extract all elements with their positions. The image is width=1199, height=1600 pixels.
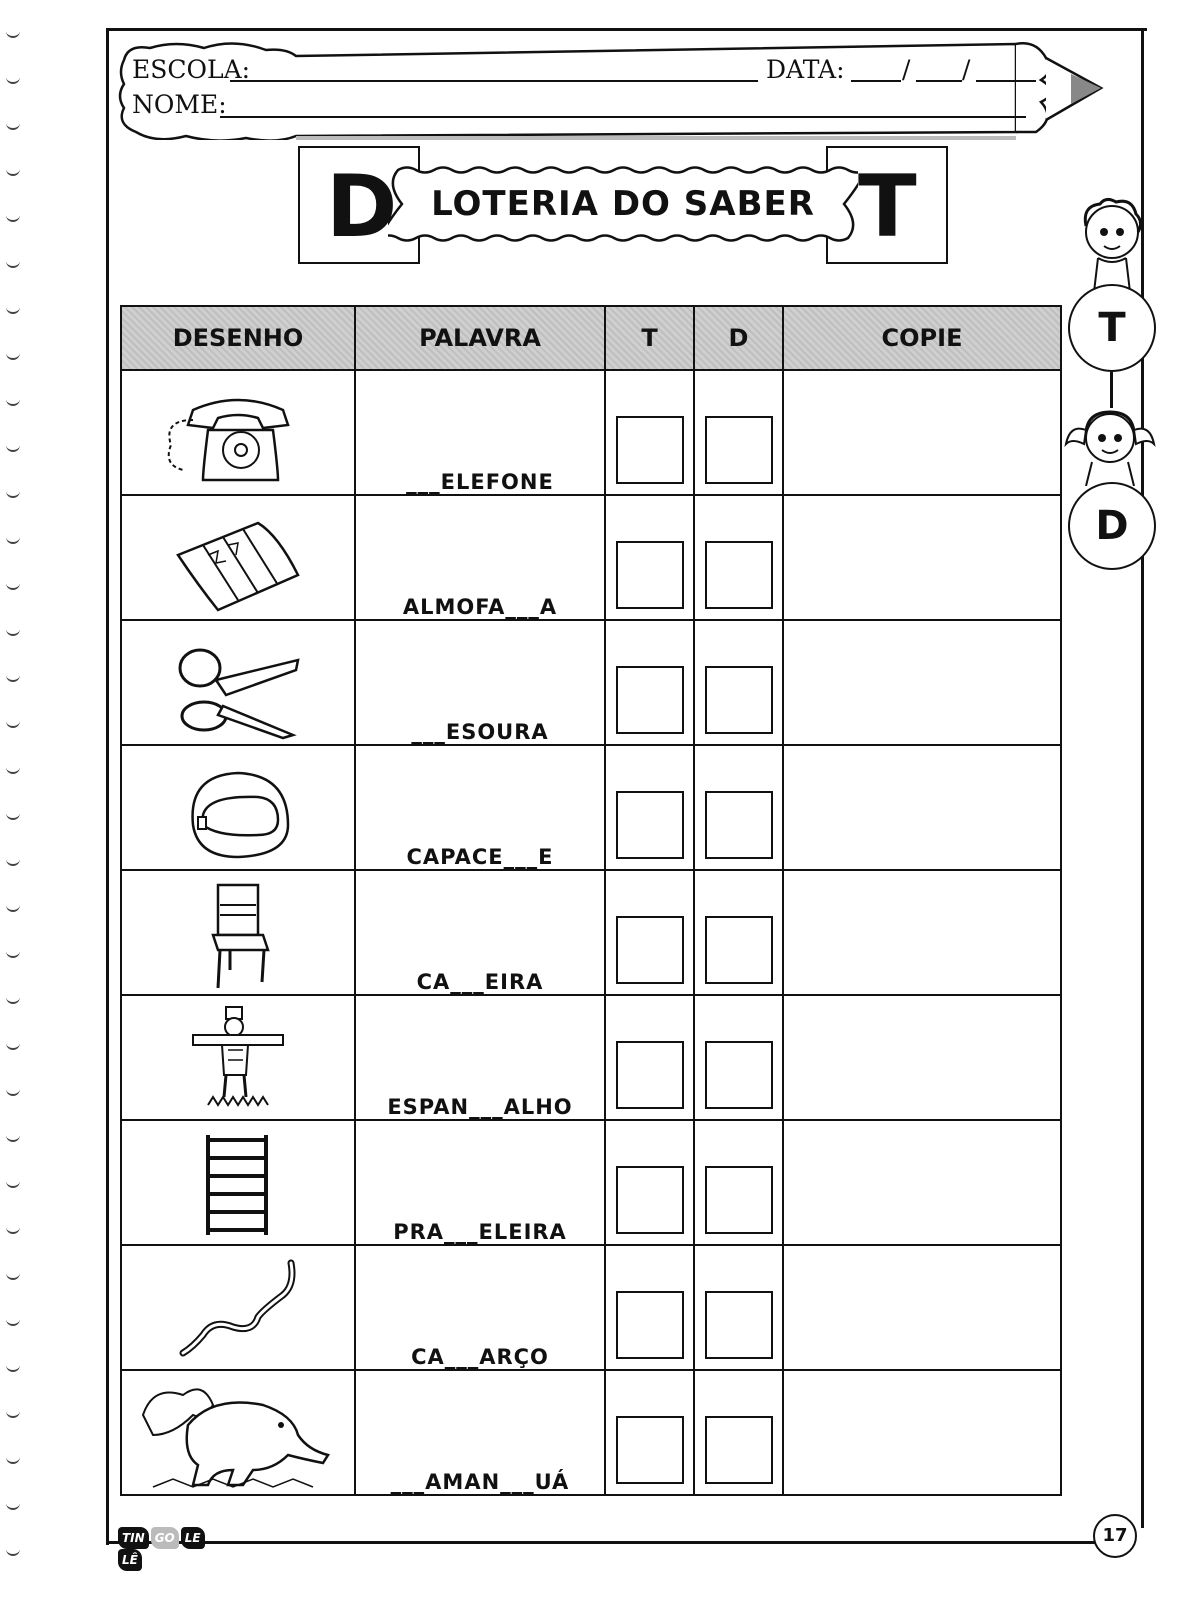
page-number: 17	[1093, 1514, 1137, 1558]
spiral-tick	[6, 306, 20, 314]
t-cell	[605, 995, 694, 1120]
word-with-blank: ESPAN___ALHO	[355, 995, 605, 1120]
d-cell	[694, 1245, 783, 1370]
spiral-tick	[6, 950, 20, 958]
chair-icon	[198, 975, 278, 994]
spiral-tick	[6, 260, 20, 268]
t-cell	[605, 370, 694, 495]
copy-field[interactable]	[783, 995, 1061, 1120]
word-with-blank: CA___ARÇO	[355, 1245, 605, 1370]
spiral-tick	[6, 766, 20, 774]
spiral-tick	[6, 1272, 20, 1280]
header-t: T	[605, 306, 694, 370]
spiral-tick	[6, 444, 20, 452]
worksheet-table	[120, 305, 1062, 1496]
word-with-blank: ___ELEFONE	[355, 370, 605, 495]
table-row	[121, 370, 1061, 495]
date-year-field[interactable]	[976, 80, 1036, 82]
shelf-icon	[198, 1225, 278, 1244]
t-cell	[605, 745, 694, 870]
table-row	[121, 745, 1061, 870]
spiral-tick	[6, 628, 20, 636]
t-checkbox[interactable]	[616, 916, 684, 984]
t-checkbox[interactable]	[616, 541, 684, 609]
t-checkbox[interactable]	[616, 1166, 684, 1234]
d-checkbox[interactable]	[705, 1291, 773, 1359]
spiral-tick	[6, 30, 20, 38]
spiral-tick	[6, 1548, 20, 1556]
word-with-blank: CA___EIRA	[355, 870, 605, 995]
header-palavra: PALAVRA	[355, 306, 605, 370]
word-with-blank: PRA___ELEIRA	[355, 1120, 605, 1245]
title-block	[298, 146, 948, 262]
t-checkbox[interactable]	[616, 1416, 684, 1484]
date-slash-1: /	[902, 55, 911, 84]
table-row	[121, 495, 1061, 620]
d-checkbox[interactable]	[705, 1041, 773, 1109]
t-cell	[605, 1245, 694, 1370]
d-cell	[694, 870, 783, 995]
t-cell	[605, 620, 694, 745]
spiral-tick	[6, 122, 20, 130]
t-checkbox[interactable]	[616, 791, 684, 859]
name-field[interactable]	[220, 116, 1026, 118]
spiral-tick	[6, 1410, 20, 1418]
d-checkbox[interactable]	[705, 541, 773, 609]
d-cell	[694, 620, 783, 745]
d-checkbox[interactable]	[705, 916, 773, 984]
header-desenho: DESENHO	[121, 306, 355, 370]
d-checkbox[interactable]	[705, 1416, 773, 1484]
telephone-icon	[153, 475, 323, 494]
d-cell	[694, 495, 783, 620]
spiral-tick	[6, 1180, 20, 1188]
word-with-blank: ___ESOURA	[355, 620, 605, 745]
big-letter-right: T	[858, 157, 917, 257]
scissors-picture	[121, 620, 355, 745]
school-label: ESCOLA:	[132, 55, 251, 84]
name-label: NOME:	[132, 90, 227, 119]
spiral-tick	[6, 1088, 20, 1096]
spiral-tick	[6, 1042, 20, 1050]
spiral-tick	[6, 858, 20, 866]
helmet-picture	[121, 745, 355, 870]
anteater-picture	[121, 1370, 355, 1495]
frame-bottom-line	[106, 1541, 1114, 1544]
spiral-tick	[6, 812, 20, 820]
copy-field[interactable]	[783, 1370, 1061, 1495]
spiral-tick	[6, 1226, 20, 1234]
word-with-blank: ALMOFA___A	[355, 495, 605, 620]
table-row	[121, 1245, 1061, 1370]
d-checkbox[interactable]	[705, 791, 773, 859]
copy-field[interactable]	[783, 1120, 1061, 1245]
spiral-tick	[6, 214, 20, 222]
header-d: D	[694, 306, 783, 370]
anteater-icon	[133, 1475, 343, 1494]
shelf-picture	[121, 1120, 355, 1245]
copy-field[interactable]	[783, 870, 1061, 995]
t-cell	[605, 1120, 694, 1245]
spiral-tick	[6, 582, 20, 590]
copy-field[interactable]	[783, 620, 1061, 745]
table-header-row	[121, 306, 1061, 370]
scissors-icon	[168, 725, 308, 744]
spiral-tick	[6, 168, 20, 176]
table-row	[121, 1120, 1061, 1245]
t-cell	[605, 495, 694, 620]
scarecrow-icon	[188, 1100, 288, 1119]
spiral-tick	[6, 904, 20, 912]
table-row	[121, 1370, 1061, 1495]
table-row	[121, 620, 1061, 745]
chair-picture	[121, 870, 355, 995]
spiral-tick	[6, 490, 20, 498]
shoelace-icon	[163, 1350, 313, 1369]
school-field[interactable]	[230, 80, 758, 82]
date-day-field[interactable]	[851, 80, 901, 82]
boy-icon	[1076, 196, 1148, 294]
spiral-binding	[6, 30, 28, 1590]
table-row	[121, 870, 1061, 995]
d-cell	[694, 1370, 783, 1495]
d-checkbox[interactable]	[705, 416, 773, 484]
side-connector	[1110, 372, 1113, 408]
logo-part-4: LÊ	[118, 1549, 142, 1571]
spiral-tick	[6, 1318, 20, 1326]
t-checkbox[interactable]	[616, 1041, 684, 1109]
spiral-tick	[6, 1502, 20, 1510]
d-cell	[694, 995, 783, 1120]
pillow-picture	[121, 495, 355, 620]
header-copie: COPIE	[783, 306, 1061, 370]
word-with-blank: CAPACE___E	[355, 745, 605, 870]
title-banner: LOTERIA DO SABER	[431, 184, 815, 224]
big-letter-left: D	[326, 157, 398, 257]
spiral-tick	[6, 1364, 20, 1372]
date-slash-2: /	[962, 55, 971, 84]
copy-field[interactable]	[783, 370, 1061, 495]
helmet-icon	[178, 850, 298, 869]
scarecrow-picture	[121, 995, 355, 1120]
spiral-tick	[6, 720, 20, 728]
copy-field[interactable]	[783, 495, 1061, 620]
t-checkbox[interactable]	[616, 1291, 684, 1359]
t-cell	[605, 1370, 694, 1495]
table-row	[121, 995, 1061, 1120]
logo-part-2: GO	[151, 1527, 179, 1549]
girl-icon	[1062, 404, 1158, 486]
date-month-field[interactable]	[916, 80, 962, 82]
letter-circle-d: D	[1068, 482, 1156, 570]
t-cell	[605, 870, 694, 995]
spiral-tick	[6, 76, 20, 84]
copy-field[interactable]	[783, 745, 1061, 870]
header-pencil	[116, 40, 1136, 136]
letter-circle-t: T	[1068, 284, 1156, 372]
d-checkbox[interactable]	[705, 1166, 773, 1234]
spiral-tick	[6, 398, 20, 406]
spiral-tick	[6, 352, 20, 360]
telephone-picture	[121, 370, 355, 495]
logo-part-1: TIN	[118, 1527, 149, 1549]
spiral-tick	[6, 996, 20, 1004]
d-checkbox[interactable]	[705, 666, 773, 734]
d-cell	[694, 745, 783, 870]
date-label: DATA:	[766, 55, 845, 84]
d-cell	[694, 370, 783, 495]
copy-field[interactable]	[783, 1245, 1061, 1370]
d-cell	[694, 1120, 783, 1245]
word-with-blank: ___AMAN___UÁ	[355, 1370, 605, 1495]
t-checkbox[interactable]	[616, 416, 684, 484]
logo-part-3: LE	[181, 1527, 205, 1549]
spiral-tick	[6, 1134, 20, 1142]
spiral-tick	[6, 674, 20, 682]
spiral-tick	[6, 536, 20, 544]
shoelace-picture	[121, 1245, 355, 1370]
publisher-logo	[118, 1527, 222, 1567]
pillow-icon	[168, 600, 308, 619]
t-checkbox[interactable]	[616, 666, 684, 734]
spiral-tick	[6, 1456, 20, 1464]
